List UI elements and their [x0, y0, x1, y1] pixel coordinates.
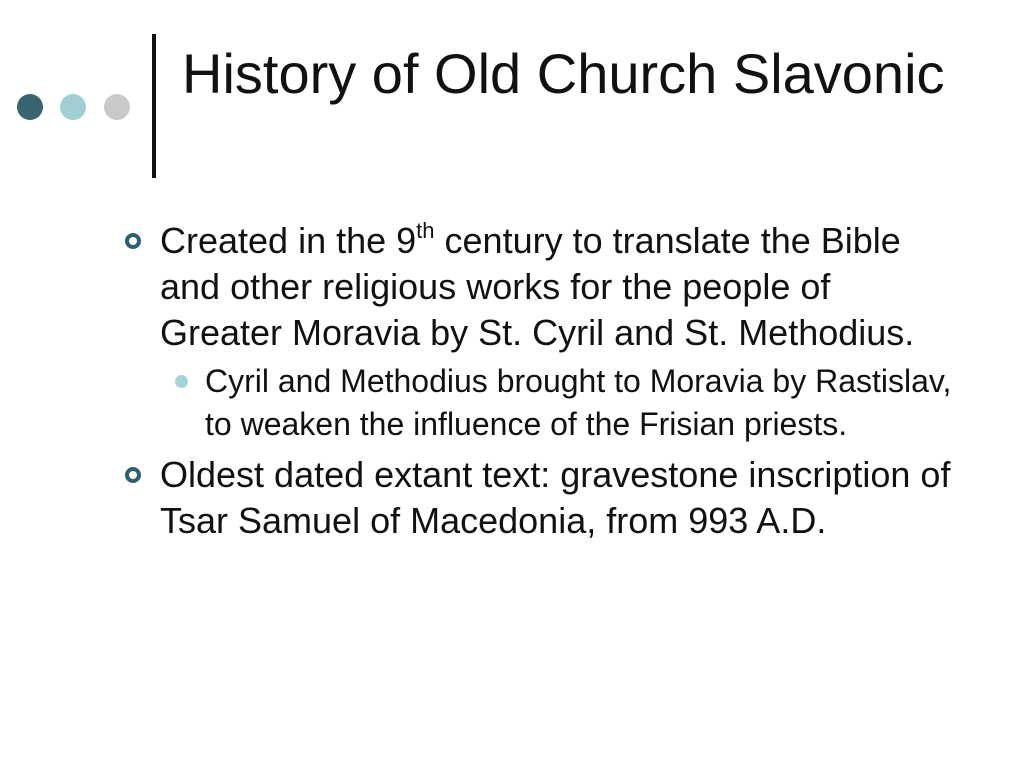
- ring-bullet-icon: [125, 233, 141, 249]
- ring-bullet-icon: [125, 467, 141, 483]
- bullet-text: Oldest dated extant text: gravestone inscription of Tsar Samuel of Macedonia, from 993 A.D.: [160, 454, 951, 541]
- sub-bullet-text: Cyril and Methodius brought to Moravia by Rastislav, to weaken the influence of the Frisian priests.: [205, 363, 952, 442]
- bullet-text-part: century to translate the Bible and other religious works for the people of Greater Moravia by St. Cyril and St. Methodius.: [160, 220, 915, 353]
- slide-title: History of Old Church Slavonic: [182, 42, 945, 105]
- light-teal-dot: [60, 94, 86, 120]
- bullet-text-part: Created in the 9: [160, 220, 417, 261]
- sub-bullet-item: [160, 360, 960, 446]
- dark-teal-dot: [17, 94, 43, 120]
- ordinal-superscript: th: [416, 218, 435, 243]
- bullet-item-created: [120, 218, 960, 446]
- dot-bullet-icon: [175, 375, 188, 388]
- title-divider: [152, 34, 156, 178]
- bullet-item-oldest-text: [120, 452, 960, 544]
- bullet-list: [120, 218, 960, 550]
- gray-dot: [104, 94, 130, 120]
- sub-bullet-list: [160, 360, 960, 446]
